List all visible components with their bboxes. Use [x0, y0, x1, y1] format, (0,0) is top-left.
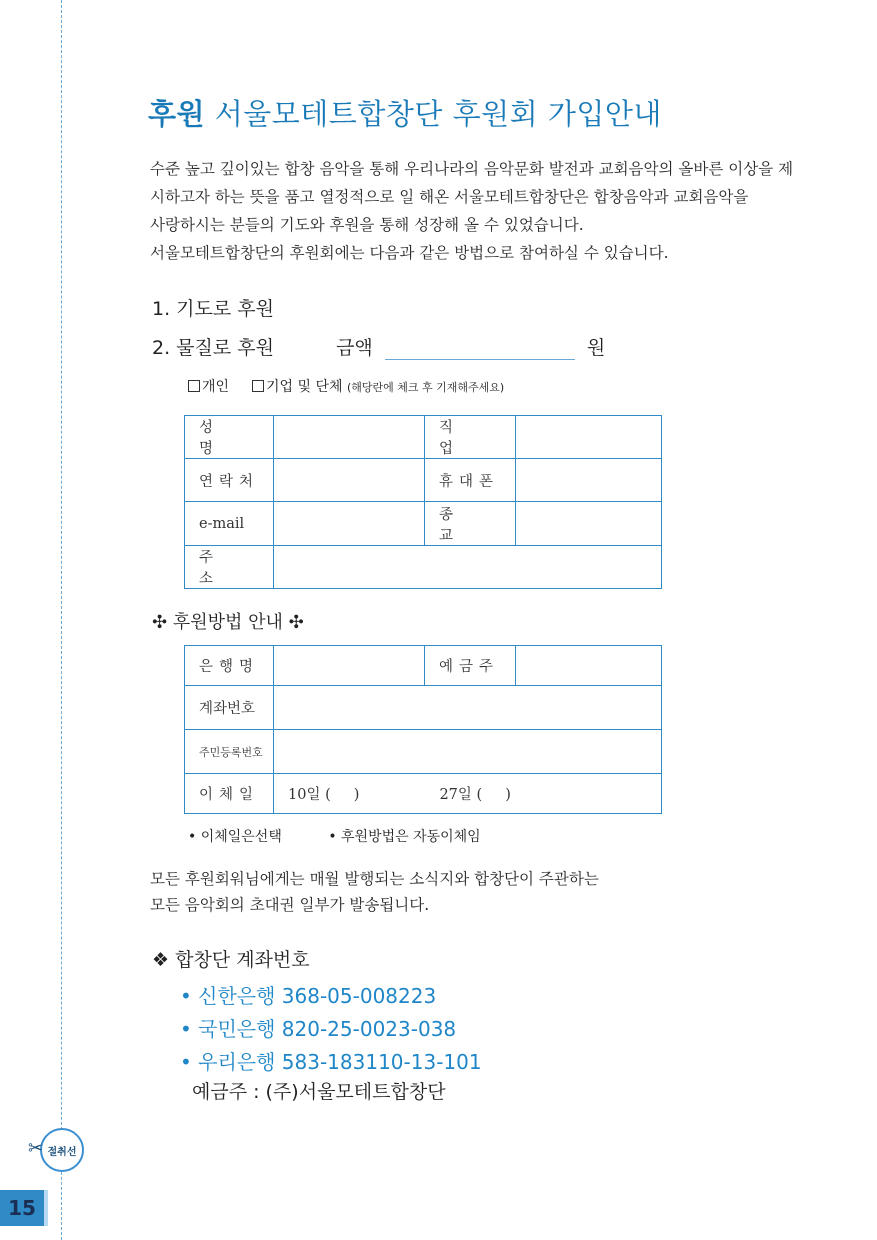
name-label: 성 명 — [185, 416, 274, 459]
note-item: • 이체일은선택 — [188, 829, 282, 845]
ornament-icon: ✣ — [288, 612, 304, 633]
email-field[interactable] — [274, 502, 425, 546]
amount-unit: 원 — [586, 337, 606, 359]
donor-info-table — [184, 415, 662, 589]
amount-field[interactable] — [385, 339, 575, 360]
religion-field[interactable] — [516, 502, 662, 546]
benefit-paragraph — [150, 866, 599, 918]
religion-label: 종 교 — [425, 502, 516, 546]
check-note: (해당란에 체크 후 기재해주세요) — [346, 381, 505, 394]
bank-field[interactable] — [274, 646, 425, 686]
corporate-checkbox[interactable] — [252, 380, 264, 392]
outro-line: 모든 음악회의 초대권 일부가 발송됩니다. — [150, 896, 430, 914]
depositor-label: 예금주 — [425, 646, 516, 686]
contact-label: 연락처 — [185, 459, 274, 502]
contact-field[interactable] — [274, 459, 425, 502]
section-prayer: 1. 기도로 후원 — [152, 298, 274, 320]
account-kookmin: • 국민은행 820-25-0023-038 — [180, 1017, 457, 1041]
ornament-icon: ✣ — [152, 612, 168, 633]
outro-line: 모든 후원회워님에게는 매월 발행되는 소식지와 합창단이 주관하는 — [150, 870, 599, 888]
intro-line: 서울모테트합창단의 후원회에는 다음과 같은 방법으로 참여하실 수 있습니다. — [150, 244, 669, 262]
note-item: • 후원방법은 자동이체임 — [328, 829, 481, 845]
amount-label: 금액 — [336, 337, 373, 359]
address-label: 주 소 — [185, 546, 274, 589]
transfer-day-label: 이체일 — [185, 774, 274, 814]
scissors-icon: ✂ — [28, 1138, 44, 1159]
section-material — [152, 333, 605, 360]
intro-line: 사랑하시는 분들의 기도와 후원을 통해 성장해 올 수 있었습니다. — [150, 216, 584, 234]
intro-line: 시하고자 하는 뜻을 품고 열정적으로 일 해온 서울모테트합창단은 합창음악과 교회음악을 — [150, 188, 749, 206]
page-title — [148, 92, 662, 133]
account-label: 계좌번호 — [185, 686, 274, 730]
transfer-notes — [188, 826, 523, 846]
page-number: 15 — [0, 1190, 48, 1226]
account-holder: 예금주 : (주)서울모테트합창단 — [192, 1081, 446, 1103]
email-label: e-mail — [185, 502, 274, 546]
address-field[interactable] — [274, 546, 662, 589]
transfer-day-10[interactable]: 10일 ( ) — [288, 787, 360, 803]
account-shinhan: • 신한은행 368-05-008223 — [180, 984, 437, 1008]
method-heading-text: 후원방법 안내 — [172, 612, 283, 633]
individual-label: 개인 — [202, 379, 230, 395]
diamond-icon: ❖ — [152, 949, 170, 971]
title-rest: 서울모테트합창단 후원회 가입안내 — [214, 97, 662, 131]
cut-label: 절취선 — [47, 1146, 77, 1158]
mobile-label: 휴대폰 — [425, 459, 516, 502]
method-heading — [152, 608, 304, 634]
account-woori: • 우리은행 583-183110-13-101 — [180, 1050, 482, 1074]
accounts-heading — [152, 945, 310, 972]
transfer-day-27[interactable]: 27일 ( ) — [439, 787, 511, 803]
corporate-label: 기업 및 단체 — [265, 379, 343, 395]
name-field[interactable] — [274, 416, 425, 459]
bank-label: 은행명 — [185, 646, 274, 686]
transfer-day-options[interactable] — [274, 774, 662, 814]
section-material-label: 2. 물질로 후원 — [152, 337, 274, 359]
intro-line: 수준 높고 깊이있는 합창 음악을 통해 우리나라의 음악문화 발전과 교회음악의 올바른 이상을 제 — [150, 160, 794, 178]
job-field[interactable] — [516, 416, 662, 459]
resident-id-field[interactable] — [274, 730, 662, 774]
individual-checkbox[interactable] — [188, 380, 200, 392]
mobile-field[interactable] — [516, 459, 662, 502]
payment-method-table — [184, 645, 662, 814]
cut-line — [61, 0, 62, 1240]
account-field[interactable] — [274, 686, 662, 730]
resident-id-label: 주민등록번호 — [185, 730, 274, 774]
title-bold: 후원 — [148, 97, 206, 131]
depositor-field[interactable] — [516, 646, 662, 686]
accounts-heading-text: 합창단 계좌번호 — [175, 949, 310, 971]
job-label: 직 업 — [425, 416, 516, 459]
cut-line-badge — [40, 1128, 84, 1172]
donor-type-checks — [188, 376, 504, 396]
intro-paragraph — [150, 155, 793, 267]
